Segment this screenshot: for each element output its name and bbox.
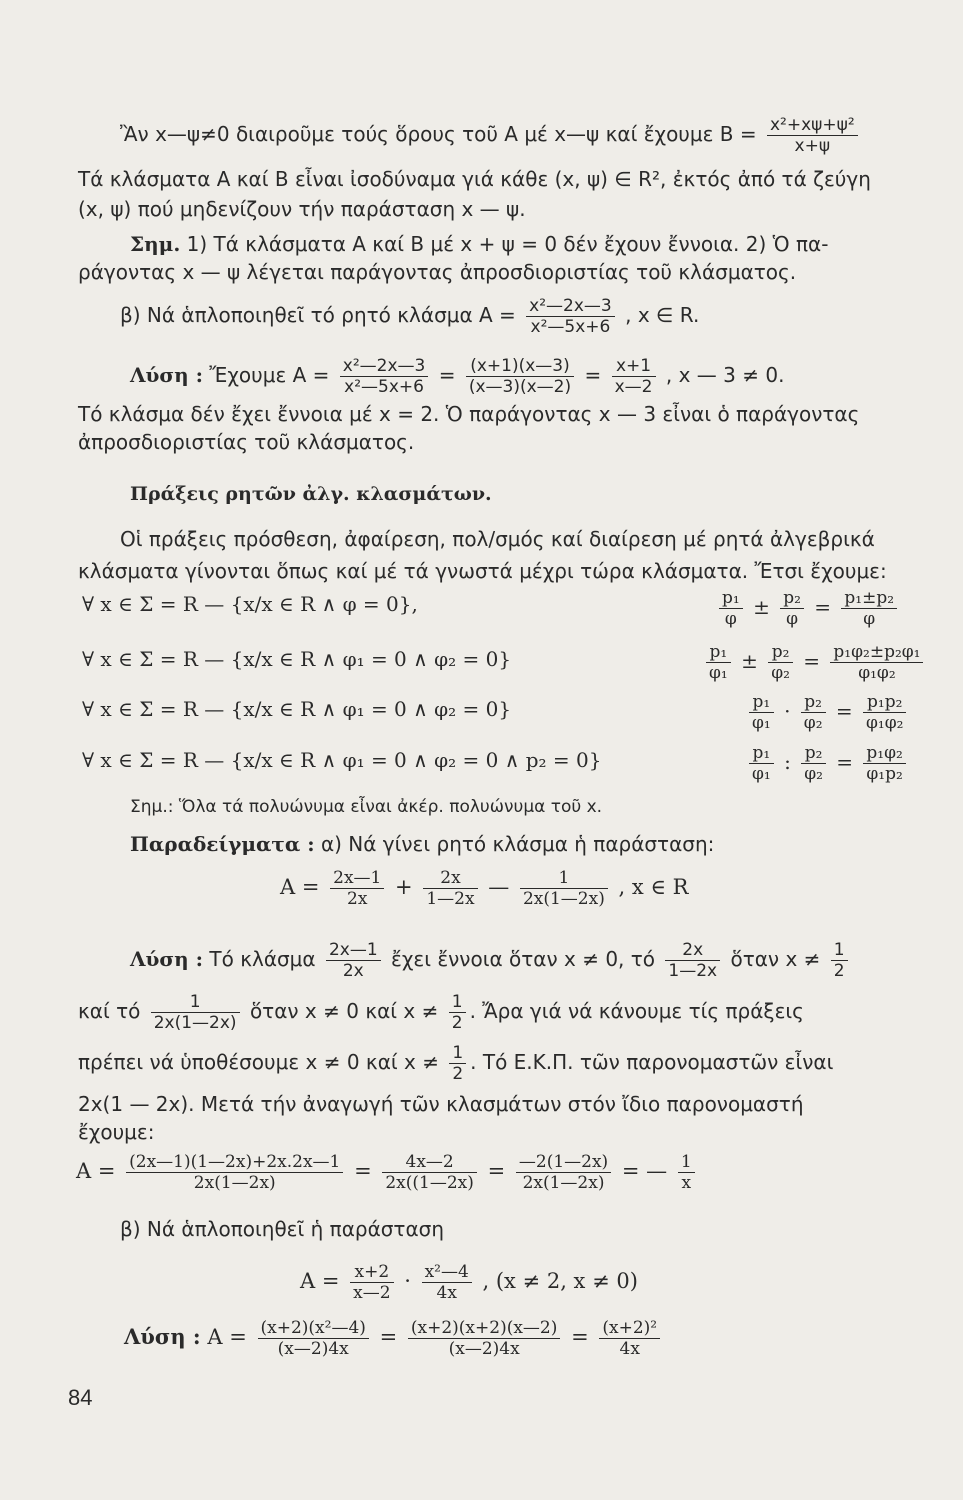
fraction-denominator: φ xyxy=(724,609,737,629)
note-line: Σημ.: Ὅλα τά πολυώνυμα εἶναι ἀκέρ. πολυώνυμα τοῦ x. xyxy=(130,797,603,817)
solution-text: Τό κλάσμα xyxy=(209,947,316,971)
fraction-denominator: 2 xyxy=(833,961,845,981)
solution-2-line-3 xyxy=(78,1043,833,1084)
fraction-denominator: 4x xyxy=(436,1283,457,1303)
fraction-numerator: (x+2)(x+2)(x—2) xyxy=(408,1318,561,1339)
fraction xyxy=(599,1318,660,1359)
lhs: A = xyxy=(280,875,320,899)
fraction-numerator: p₁ xyxy=(719,588,743,609)
fraction-numerator: 1 xyxy=(831,940,848,961)
operator: · xyxy=(404,1269,411,1293)
solution-text: ἔχει ἔννοια ὅταν x ≠ 0, τό xyxy=(391,947,656,971)
fraction-denominator: φ₁ xyxy=(709,663,728,683)
fraction-denominator: x+ψ xyxy=(794,136,831,156)
paragraph-line: (x, ψ) πού μηδενίζουν τήν παράσταση x — ψ. xyxy=(78,197,526,221)
fraction-numerator: x²+xψ+ψ² xyxy=(767,115,858,136)
fraction-numerator: 2x xyxy=(665,940,720,961)
rule-formula xyxy=(715,588,901,629)
solution-2-result xyxy=(76,1152,699,1193)
equals: = xyxy=(814,595,832,619)
equals: = — xyxy=(621,1159,668,1183)
exercise-text: β) Νά ἁπλοποιηθεῖ τό ρητό κλάσμα A = xyxy=(120,303,516,327)
fraction-denominator: 2 xyxy=(451,1013,463,1033)
solution-2-line-1 xyxy=(130,940,852,981)
fraction xyxy=(258,1318,369,1359)
fraction xyxy=(863,692,906,733)
fraction-denominator: φ₁φ₂ xyxy=(858,663,896,683)
fraction-denominator: (x—2)4x xyxy=(277,1339,349,1359)
fraction-denominator: φ₂ xyxy=(803,713,823,733)
fraction-denominator: 2x xyxy=(347,889,368,909)
expression-tail: , x ∈ R xyxy=(618,875,689,899)
note-line: ράγοντας x — ψ λέγεται παράγοντας ἀπροσδιοριστίας τοῦ κλάσματος. xyxy=(78,260,797,284)
equals: = xyxy=(835,699,853,723)
solution-tail: , x — 3 ≠ 0. xyxy=(665,363,785,387)
fraction-numerator: p₁±p₂ xyxy=(841,588,897,609)
note-line xyxy=(130,230,828,258)
lhs: A = xyxy=(300,1269,340,1293)
fraction-denominator: φ xyxy=(786,609,798,629)
fraction xyxy=(749,692,774,733)
fraction xyxy=(719,588,743,629)
fraction xyxy=(706,642,731,683)
fraction xyxy=(408,1318,561,1359)
fraction xyxy=(330,868,384,909)
fraction-denominator: φ₁φ₂ xyxy=(866,713,904,733)
fraction xyxy=(449,992,466,1033)
fraction-numerator: p₂ xyxy=(768,642,793,663)
fraction-denominator: 2x((1—2x) xyxy=(385,1173,474,1193)
paragraph-line: Τά κλάσματα A καί B εἶναι ἰσοδύναμα γιά κάθε (x, ψ) ∈ R², ἐκτός ἀπό τά ζεύγη xyxy=(78,167,871,191)
operator: · xyxy=(784,699,791,723)
fraction xyxy=(340,356,429,397)
fraction-numerator: 2x—1 xyxy=(326,940,381,961)
fraction-numerator: p₂ xyxy=(801,743,826,764)
fraction xyxy=(516,1152,611,1193)
fraction-denominator: φ₁ xyxy=(752,713,771,733)
fraction xyxy=(780,588,804,629)
section-heading: Πράξεις ρητῶν ἀλγ. κλασμάτων. xyxy=(130,483,492,505)
solution-text: . Ἄρα γιά νά κάνουμε τίς πράξεις xyxy=(469,999,804,1023)
fraction-numerator: 4x—2 xyxy=(382,1152,477,1173)
operator: ± xyxy=(741,649,758,673)
fraction-denominator: φ₂ xyxy=(804,764,823,784)
fraction-denominator: φ xyxy=(863,609,876,629)
fraction-numerator: x+1 xyxy=(612,356,656,377)
fraction xyxy=(831,940,848,981)
equals: = xyxy=(354,1159,372,1183)
example-expression xyxy=(280,868,688,909)
fraction-denominator: φ₂ xyxy=(771,663,790,683)
fraction xyxy=(326,940,381,981)
solution-1 xyxy=(130,356,784,397)
exercise-beta-2: β) Νά ἁπλοποιηθεῖ ἡ παράσταση xyxy=(120,1217,445,1241)
equals: = xyxy=(379,1325,398,1349)
fraction-b xyxy=(767,115,858,156)
solution-text: . Τό Ε.Κ.Π. τῶν παρονομαστῶν εἶναι xyxy=(470,1050,834,1074)
solution-label: Λύση : xyxy=(130,947,204,971)
fraction xyxy=(665,940,720,981)
rule-formula xyxy=(745,692,910,733)
fraction-denominator: 2x(1—2x) xyxy=(522,1173,605,1193)
lhs: A = xyxy=(207,1325,247,1349)
fraction-numerator: p₁ xyxy=(749,692,774,713)
paragraph-line: Οἱ πράξεις πρόσθεση, ἀφαίρεση, πολ/σμός καί διαίρεση μέ ρητά ἀλγεβρικά xyxy=(120,527,875,551)
solution-label: Λύση : xyxy=(130,363,204,387)
solution-text: καί τό xyxy=(78,999,141,1023)
fraction-numerator: (x+2)² xyxy=(599,1318,660,1339)
paragraph-line: 2x(1 — 2x). Μετά τήν ἀναγωγή τῶν κλασμάτων στόν ἴδιο παρονομαστή xyxy=(78,1092,804,1116)
exercise-tail: , x ∈ R. xyxy=(625,303,700,327)
fraction-numerator: 1 xyxy=(449,1043,466,1064)
fraction-numerator: p₁φ₂ xyxy=(863,743,905,764)
fraction xyxy=(350,1262,393,1303)
fraction xyxy=(768,642,793,683)
fraction-numerator: p₂ xyxy=(801,692,826,713)
fraction-denominator: x²—5x+6 xyxy=(530,317,611,337)
fraction-denominator: φ₁ xyxy=(752,764,771,784)
fraction-denominator: 4x xyxy=(619,1339,640,1359)
fraction-numerator: p₁ xyxy=(749,743,774,764)
exercise-beta-1 xyxy=(120,296,699,337)
fraction-numerator: 1 xyxy=(520,868,608,889)
beta-2-expression xyxy=(300,1262,638,1303)
rule-condition: ∀ x ∈ Σ = R — {x/x ∈ R ∧ φ = 0}, xyxy=(82,592,418,616)
fraction xyxy=(449,1043,466,1084)
lhs: A = xyxy=(76,1159,116,1183)
fraction-numerator: 2x xyxy=(423,868,477,889)
equals: = xyxy=(803,649,821,673)
solution-text: Ἔχουμε A = xyxy=(209,363,330,387)
operator: ± xyxy=(753,595,770,619)
fraction-numerator: (x+2)(x²—4) xyxy=(258,1318,369,1339)
fraction xyxy=(151,992,240,1033)
fraction xyxy=(801,743,826,784)
fraction-numerator: p₁φ₂±p₂φ₁ xyxy=(830,642,923,663)
fraction-denominator: 2 xyxy=(452,1064,464,1084)
solution-2-line-2 xyxy=(78,992,804,1033)
fraction xyxy=(612,356,656,397)
fraction xyxy=(466,356,574,397)
fraction-denominator: (x—3)(x—2) xyxy=(468,377,572,397)
fraction xyxy=(749,743,774,784)
solution-text: ὅταν x ≠ xyxy=(730,947,821,971)
fraction-numerator: x+2 xyxy=(350,1262,393,1283)
fraction-denominator: φ₁p₂ xyxy=(866,764,903,784)
fraction-denominator: 2x(1—2x) xyxy=(522,889,605,909)
fraction-denominator: 2x xyxy=(342,961,364,981)
equals: = xyxy=(836,750,854,774)
fraction-denominator: x—2 xyxy=(353,1283,391,1303)
solution-text: πρέπει νά ὑποθέσουμε x ≠ 0 καί x ≠ xyxy=(78,1050,439,1074)
operator: + xyxy=(395,875,413,899)
solution-label: Λύση : xyxy=(124,1324,201,1349)
intro-line xyxy=(120,115,862,156)
rule-condition: ∀ x ∈ Σ = R — {x/x ∈ R ∧ φ₁ = 0 ∧ φ₂ = 0} xyxy=(82,647,512,671)
paragraph-line: κλάσματα γίνονται ὅπως καί μέ τά γνωστά μέχρι τώρα κλάσματα. Ἔτσι ἔχουμε: xyxy=(78,559,887,583)
fraction-numerator: 1 xyxy=(151,992,240,1013)
fraction xyxy=(863,743,905,784)
fraction-denominator: 2x(1—2x) xyxy=(153,1013,237,1033)
equals: = xyxy=(571,1325,589,1349)
note-text: 1) Τά κλάσματα A καί B μέ x + ψ = 0 δέν ἔχουν ἔννοια. 2) Ὁ πα- xyxy=(186,232,829,256)
fraction-numerator: (x+1)(x—3) xyxy=(466,356,574,377)
expression-tail: , (x ≠ 2, x ≠ 0) xyxy=(482,1269,638,1293)
fraction-denominator: 1—2x xyxy=(668,961,718,981)
operator: : xyxy=(784,750,791,774)
fraction-numerator: x²—4 xyxy=(422,1262,472,1283)
fraction-numerator: —2(1—2x) xyxy=(516,1152,611,1173)
fraction-numerator: x²—2x—3 xyxy=(526,296,615,317)
intro-text: Ἂν x—ψ≠0 διαιροῦμε τούς ὅρους τοῦ A μέ x—ψ καί ἔχουμε B = xyxy=(120,122,757,146)
paragraph-line: ἀπροσδιοριστίας τοῦ κλάσματος. xyxy=(78,430,415,454)
fraction xyxy=(520,868,608,909)
equals: = xyxy=(584,363,602,387)
paragraph-line: ἔχουμε: xyxy=(78,1120,155,1144)
fraction-numerator: 1 xyxy=(449,992,466,1013)
fraction-numerator: (2x—1)(1—2x)+2x.2x—1 xyxy=(126,1152,343,1173)
fraction-denominator: x—2 xyxy=(614,377,653,397)
fraction-numerator: p₂ xyxy=(780,588,804,609)
equals: = xyxy=(438,363,456,387)
fraction-numerator: 2x—1 xyxy=(330,868,384,889)
equals: = xyxy=(487,1159,506,1183)
fraction-denominator: (x—2)4x xyxy=(448,1339,520,1359)
note-label: Σημ. xyxy=(130,232,181,256)
fraction-denominator: 2x(1—2x) xyxy=(193,1173,276,1193)
fraction-numerator: p₁ xyxy=(706,642,731,663)
fraction xyxy=(526,296,615,337)
fraction xyxy=(126,1152,343,1193)
solution-3 xyxy=(124,1318,664,1359)
fraction-denominator: 1—2x xyxy=(426,889,475,909)
fraction-denominator: x²—5x+6 xyxy=(344,377,424,397)
operator: — xyxy=(488,875,510,899)
fraction-denominator: x xyxy=(681,1173,692,1193)
fraction xyxy=(423,868,477,909)
fraction-numerator: x²—2x—3 xyxy=(340,356,429,377)
examples-label: Παραδείγματα : xyxy=(130,832,315,856)
fraction xyxy=(830,642,923,683)
fraction xyxy=(841,588,897,629)
solution-text: ὅταν x ≠ 0 καί x ≠ xyxy=(249,999,439,1023)
fraction xyxy=(382,1152,477,1193)
rule-condition: ∀ x ∈ Σ = R — {x/x ∈ R ∧ φ₁ = 0 ∧ φ₂ = 0 ∧ p₂ = 0} xyxy=(82,748,602,772)
rule-formula xyxy=(702,642,927,683)
paragraph-line: Τό κλάσμα δέν ἔχει ἔννοια μέ x = 2. Ὁ παράγοντας x — 3 εἶναι ὁ παράγοντας xyxy=(78,402,860,426)
examples-text: α) Νά γίνει ρητό κλάσμα ἡ παράσταση: xyxy=(320,832,715,856)
fraction-numerator: 1 xyxy=(678,1152,695,1173)
page-number: 84 xyxy=(68,1385,93,1410)
rule-formula xyxy=(745,743,910,784)
examples-line xyxy=(130,830,714,858)
fraction-numerator: p₁p₂ xyxy=(863,692,906,713)
fraction xyxy=(801,692,826,733)
fraction xyxy=(678,1152,695,1193)
fraction xyxy=(422,1262,472,1303)
rule-condition: ∀ x ∈ Σ = R — {x/x ∈ R ∧ φ₁ = 0 ∧ φ₂ = 0} xyxy=(82,697,512,721)
